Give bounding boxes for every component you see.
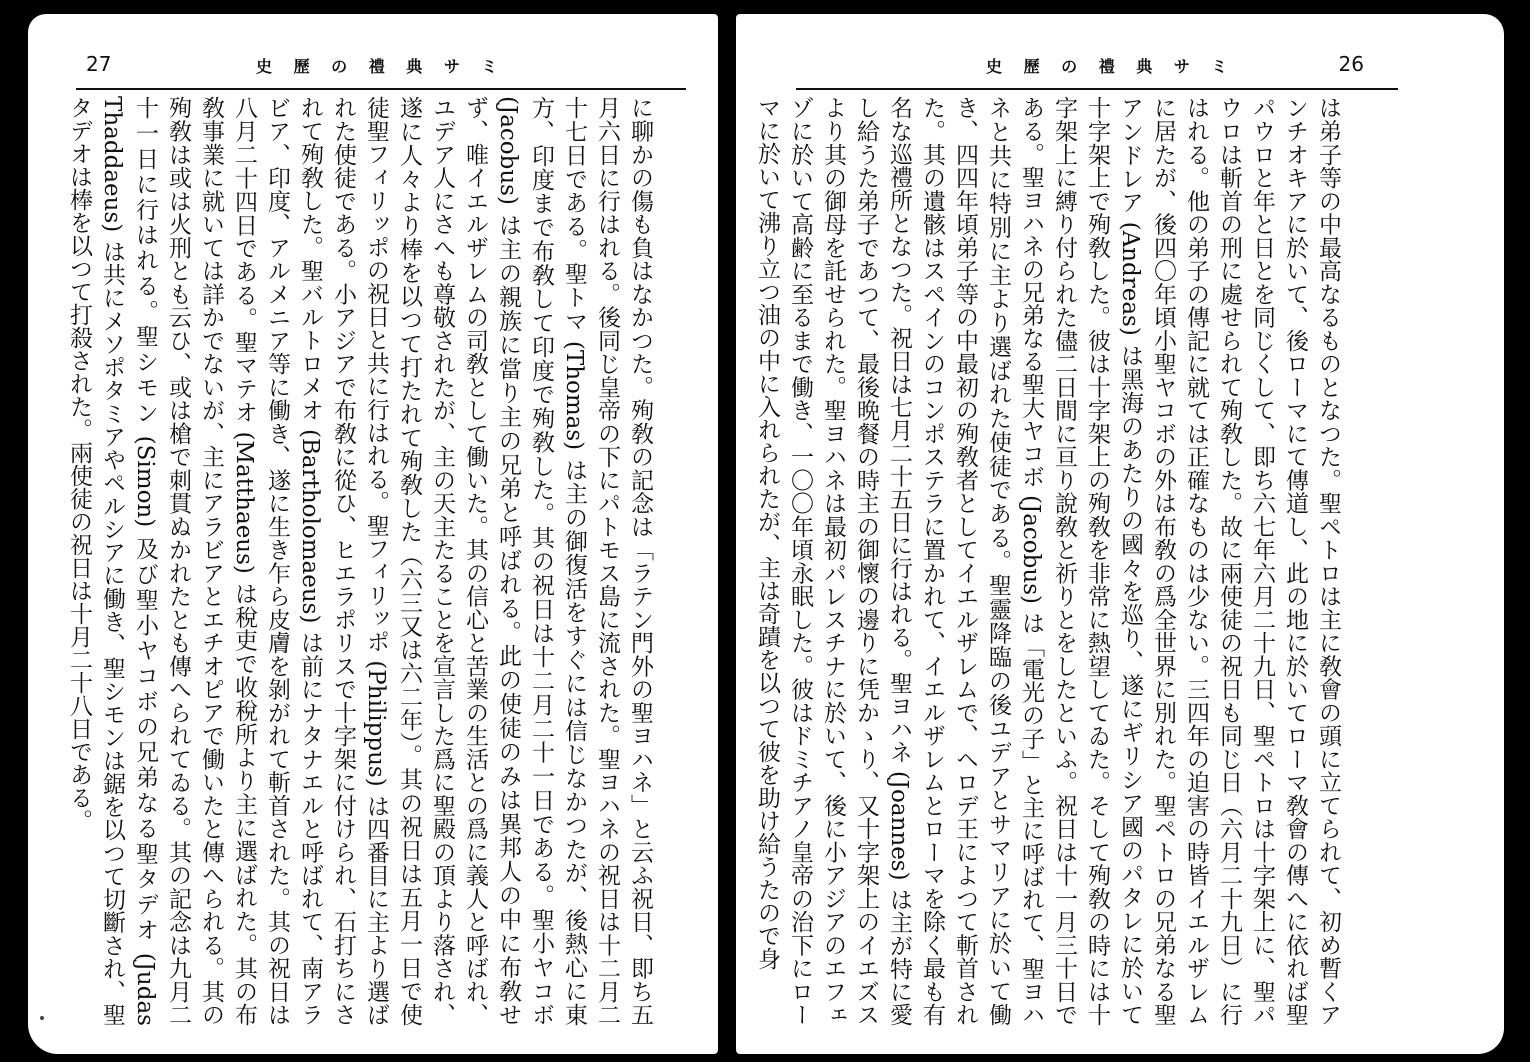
header-rule [796,88,1398,90]
page-speck [40,1016,44,1020]
right-page [736,14,1504,1054]
body-text: は弟子等の中最高なるものとなつた。聖ペトロは主に敎會の頭に立てられて、初め暫くアンチオキアに於いて、後ローマにて傳道し、此の地に於いてローマ敎會の傳へに依れば聖パウロと年と日とを同じくして、即ち六七年六月二十九日、聖ペトロは十字架上に、聖パウロは斬首の刑に處せられて殉敎した。故に兩使徒の祝日も同じ日（六月二十九日）に行はれる。他の弟子の傳記に就ては正確なものは少ない。三四年の迫害の時皆イエルザレムに居たが、後四〇年頃小聖ヤコボの外は布敎の爲全世界に別れた。聖ペトロの兄弟なる聖アンドレア (Andreas) は黑海のあたりの國々を巡り、遂にギリシア國のパタレに於いて十字架上で殉敎した。彼は十字架上の殉敎を非常に熱望してゐた。そして殉敎の時には十字架上に縛り付られた儘二日間に亘り說敎と祈りとをしたといふ。祝日は十一月三十日である。聖ヨハネの兄弟なる聖大ヤコボ (Jacobus) は「電光の子」と主に呼ばれて、聖ヨハネと共に特別に主より選ばれた使徒である。聖靈降臨の後ユデアとサマリアに於いて働き、四四年頃弟子等の中最初の殉敎者としてイエルザレムで、ヘロデ王によつて斬首された。其の遺骸はスペインのコンポステラに置かれて、イエルザレムとローマを除く最も有名な巡禮所となつた。祝日は七月二十五日に行はれる。聖ヨハネ (Joannes) は主が特に愛し給うた弟子であつて、最後晩餐の時主の御懷の邊りに凭かゝり、又十字架上のイエズスより其の御母を託せられた。聖ヨハネは最初パレスチナに於いて、後に小アジアのエフェゾに於いて高齢に至るまで働き、一〇〇年頃永眠した。彼はドミチアノ皇帝の治下にローマに於いて沸り立つ油の中に入れられたが、主は奇蹟を以つて彼を助け給うたので身 [754,96,1341,1026]
page-number: 26 [1338,52,1364,76]
body-text: に聊かの傷も負はなかつた。殉敎の記念は「ラテン門外の聖ヨハネ」と云ふ祝日、即ち五月六日に行はれる。後同じ皇帝の下にパトモス島に流された。聖ヨハネの祝日は十二月二十七日である。聖トマ (Thomas) は主の御復活をすぐには信じなかつたが、後熱心に東方、印度まで布敎して印度で殉敎した。其の祝日は十二月二十一日である。聖小ヤコボ (Jacobus) は主の親族に當り主の兄弟と呼ばれる。此の使徒のみは異邦人の中に布敎せず、唯イエルザレムの司敎として働いた。其の信心と苦業の生活との爲に義人と呼ばれ、ユデア人にさへも尊敬されたが、主の天主たることを宣言した爲に聖殿の頂より落され、遂に人々より棒を以つて打たれて殉敎した（六三又は六二年）。其の祝日は五月一日で使徒聖フィリッポの祝日と共に行はれる。聖フィリッポ (Philippus) は四番目に主より選ばれた使徒である。小アジアで布敎に從ひ、ヒエラポリスで十字架に付けられ、石打ちにされて殉敎した。聖バルトロメオ (Bartholomaeus) は前にナタナエルと呼ばれて、南アラビア、印度、アルメニア等に働き、遂に生き乍ら皮膚を剝がれて斬首された。其の祝日は八月二十四日である。聖マテオ (Matthaeus) は稅吏で收稅所より主に選ばれた。其の布敎事業に就いては詳かでないが、主にアラビアとエチオピアで働いたと傳へられる。其の殉敎は或は火刑とも云ひ、或は槍で刺貫ぬかれたとも傳へられてゐる。其の記念は九月二十一日に行はれる。聖シモン (Simon) 及び聖小ヤコボの兄弟なる聖タデオ (Judas Thaddaeus) は共にメソポタミアやペルシアに働き、聖シモンは鋸を以つて切斷され、聖タデオは棒を以つて打殺された。兩使徒の祝日は十月二十八日である。 [66,96,653,1026]
running-head: 史 歷 の 禮 典 サ ミ [256,57,506,76]
left-page [28,14,718,1054]
running-head: 史 歷 の 禮 典 サ ミ [986,57,1236,76]
page-number: 27 [86,52,112,76]
header-rule [76,88,686,90]
